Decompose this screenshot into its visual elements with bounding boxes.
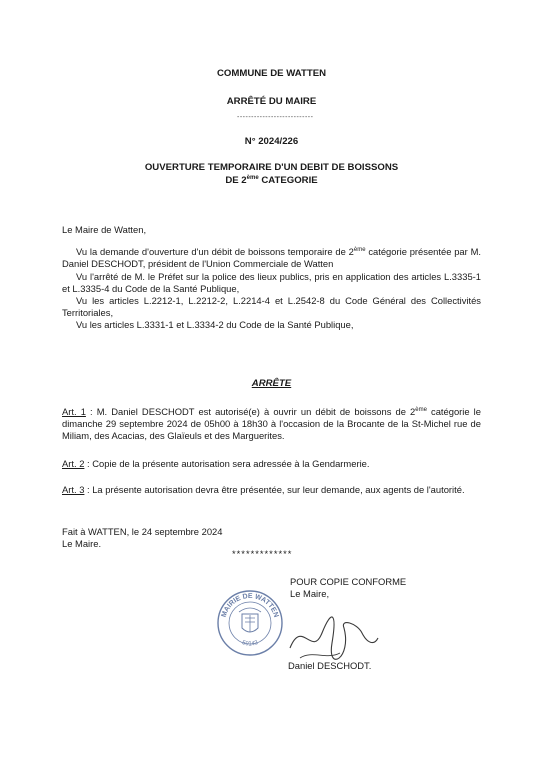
le-maire-2: Le Maire,: [290, 588, 330, 599]
article-3-label: Art. 3: [62, 484, 85, 495]
article-1: Art. 1 : M. Daniel DESCHODT est autorisé(e) à ouvrir un débit de boissons de 2ème catégorie le dimanche 29 septembre 2024 de 05h00 à 18h30 à l'occasion de la Brocante de la St-Michel rue de Miliam, des Acacias, des Glaïeuls et des Marguerites.: [62, 406, 481, 442]
fait-a: Fait à WATTEN, le 24 septembre 2024: [62, 526, 223, 537]
closing-block: [62, 526, 481, 550]
svg-text:59143: 59143: [241, 640, 259, 648]
arrete-heading: ARRÊTE: [251, 378, 292, 389]
preamble-vu-1: Vu la demande d'ouverture d'un débit de boissons temporaire de 2ème catégorie présentée par M. Daniel DESCHODT, président de l'Union Commerciale de Watten: [62, 246, 481, 270]
article-1-label: Art. 1: [62, 406, 86, 417]
article-3: Art. 3 : La présente autorisation devra être présentée, sur leur demande, aux agents de l'autorité.: [62, 484, 465, 495]
preamble-vu-4: Vu les articles L.3331-1 et L.3334-2 du Code de la Santé Publique,: [76, 319, 354, 331]
arrete-title: ARRÊTÉ DU MAIRE: [226, 96, 317, 107]
article-2: Art. 2 : Copie de la présente autorisation sera adressée à la Gendarmerie.: [62, 458, 370, 469]
article-2-label: Art. 2: [62, 458, 85, 469]
subject-line-1: OUVERTURE TEMPORAIRE D'UN DEBIT DE BOISSONS: [144, 162, 399, 173]
commune-title: COMMUNE DE WATTEN: [216, 68, 327, 79]
arrete-number: N° 2024/226: [244, 136, 299, 147]
preamble-vu-3: Vu les articles L.2212-1, L.2212-2, L.2214-4 et L.2542-8 du Code Général des Collectivités Territoriales,: [62, 295, 481, 319]
subject-line-2: DE 2ème CATEGORIE: [225, 175, 318, 186]
mairie-seal-stamp: [215, 588, 285, 658]
le-maire: Le Maire.: [62, 538, 102, 550]
copie-conforme-block: [290, 576, 406, 600]
stars-separator: *************: [232, 548, 293, 559]
signatory-name: Daniel DESCHODT.: [288, 660, 372, 671]
preamble-vu-2: Vu l'arrêté de M. le Préfet sur la police des lieux publics, pris en application des articles L.3335-1 et L.3335-4 du Code de la Santé Publique,: [62, 270, 481, 294]
preamble: [62, 224, 481, 332]
svg-text:MAIRIE DE WATTEN: MAIRIE DE WATTEN: [220, 592, 280, 619]
title-separator: ---------------------------: [237, 114, 314, 121]
preamble-intro: Le Maire de Watten,: [62, 224, 147, 235]
copie-conforme: POUR COPIE CONFORME: [290, 576, 407, 587]
handwritten-signature: [282, 598, 382, 668]
